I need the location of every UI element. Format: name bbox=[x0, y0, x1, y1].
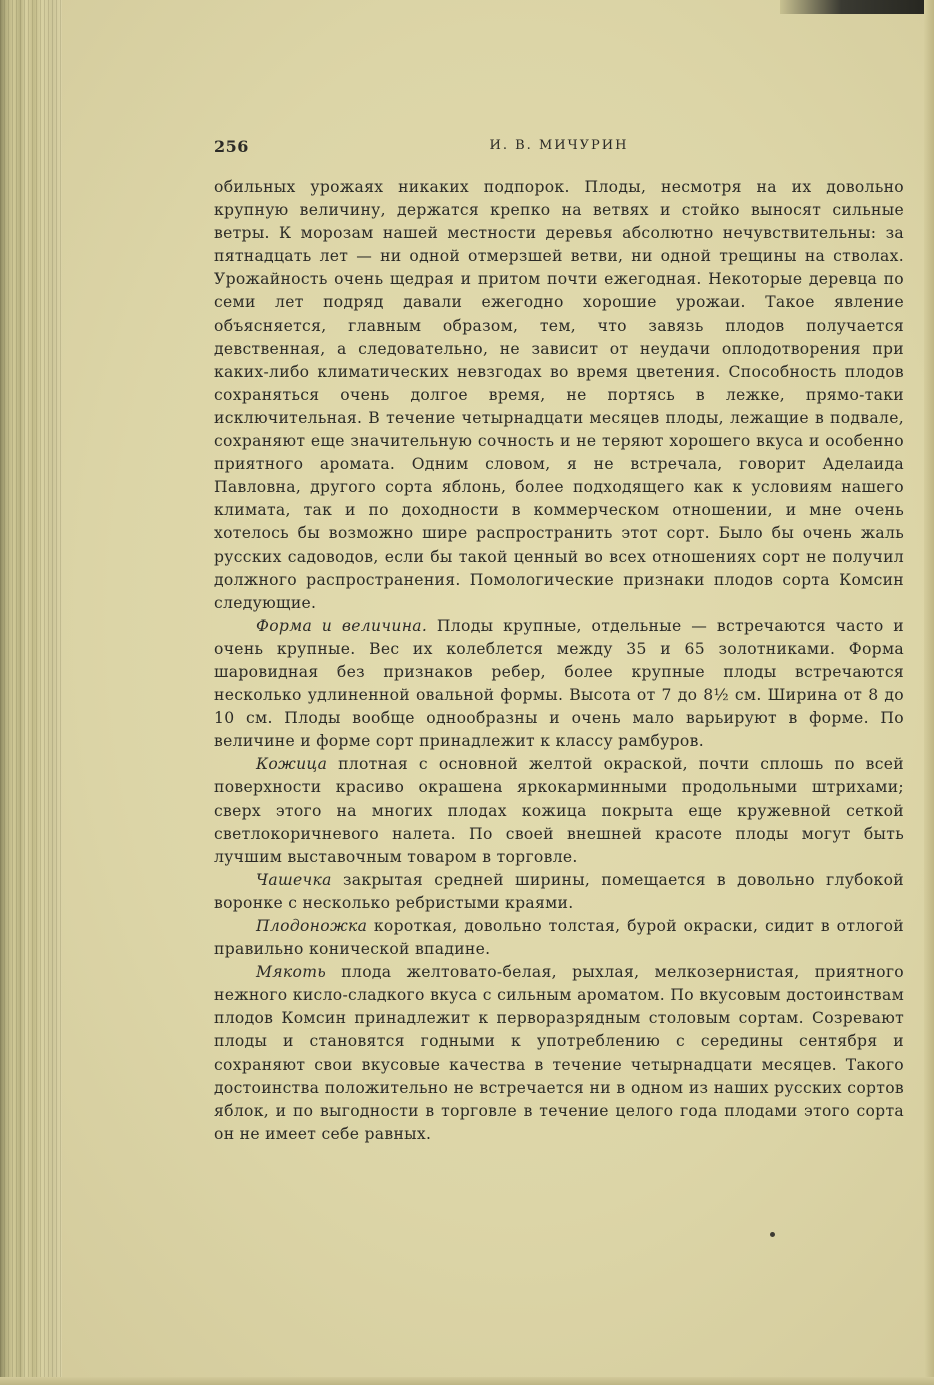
paragraph-shape-size bbox=[214, 615, 904, 754]
paragraph-lead: Кожица bbox=[256, 755, 328, 774]
binding-page-edges bbox=[0, 0, 62, 1385]
paragraph-lead: Плодоножка bbox=[256, 917, 368, 935]
paragraph-lead: Мякоть bbox=[256, 963, 327, 982]
ink-speck bbox=[770, 1232, 775, 1237]
paragraph-lead: Форма и величина. bbox=[256, 616, 428, 635]
page-header bbox=[214, 137, 904, 159]
running-title: И. В. МИЧУРИН bbox=[489, 138, 629, 153]
paragraph-lead: Чашечка bbox=[256, 870, 332, 889]
paragraph-text: закрытая средней ширины, помещается в довольно глубокой воронке с несколько ребристыми краями. bbox=[214, 870, 904, 912]
paragraph-continuation bbox=[214, 176, 904, 615]
paragraph-text: короткая, довольно толстая, бурой окраски, сидит в отлогой правильно конической впадине. bbox=[214, 917, 904, 959]
scan-shadow-bottom bbox=[0, 1377, 934, 1385]
paragraph-stalk bbox=[214, 915, 904, 961]
body-text bbox=[214, 176, 904, 1146]
paragraph-calyx bbox=[214, 869, 904, 915]
paragraph-skin bbox=[214, 753, 904, 868]
paragraph-text: плода желтовато-белая, рыхлая, мелкозернистая, приятного нежного кисло-сладкого вкуса с сильным ароматом. По вкусовым достоинствам плодов Комсин принадлежит к перворазрядным столовым сортам. Созревают плоды и становятся годными к употреблению с середины сентября и сохраняют свои вкусовые качества в течение четырнадцати месяцев. Такого достоинства положительно не встречается ни в одном из наших русских сортов яблок, и по выгодности в торговле в течение целого года плодами этого сорта он не имеет себе равных. bbox=[214, 963, 904, 1143]
scan-shadow-right bbox=[924, 0, 934, 1385]
page-number: 256 bbox=[214, 137, 249, 156]
scan-shadow-top bbox=[780, 0, 934, 14]
paragraph-text: плотная с основной желтой окраской, почти сплошь по всей поверхности красиво окрашена яркокарминными продольными штрихами; сверх этого на многих плодах кожица покрыта еще кружевной сеткой светлокоричневого налета. По своей внешней красоте плоды могут быть лучшим выставочным товаром в торговле. bbox=[214, 755, 904, 866]
paragraph-text: обильных урожаях никаких подпорок. Плоды, несмотря на их довольно крупную величину, держатся крепко на ветвях и стойко выносят сильные ветры. К морозам нашей местности деревья абсолютно нечувствительны: за пятнадцать лет — ни одной отмерзшей ветви, ни одной трещины на стволах. Урожайность очень щедрая и притом почти ежегодная. Некоторые деревца по семи лет подряд давали ежегодно хорошие урожаи. Такое явление объясняется, главным образом, тем, что завязь плодов получается девственная, а следовательно, не зависит от неудачи оплодотворения при каких-либо климатических невзгодах во время цветения. Способность плодов сохраняться очень долгое время, не портясь в лежке, прямо-таки исключительная. В течение четырнадцати месяцев плоды, лежащие в подвале, сохраняют еще значительную сочность и не теряют хорошего вкуса и особенно приятного аромата. Одним словом, я не встречала, говорит Аделаида Павловна, другого сорта яблонь, более подходящего как к условиям нашего климата, так и по доходности в коммерческом отношении, и мне очень хотелось бы возможно шире распространить этот сорт. Было бы очень жаль русских садоводов, если бы такой ценный во всех отношениях сорт не получил должного распространения. Помологические признаки плодов сорта Комсин следующие. bbox=[214, 178, 904, 612]
paragraph-text: Плоды крупные, отдельные — встречаются часто и очень крупные. Вес их колеблется между 35 и 65 золотниками. Форма шаровидная без признаков ребер, более крупные плоды встречаются несколько удлиненной овальной формы. Высота от 7 до 8½ см. Ширина от 8 до 10 см. Плоды вообще однообразны и очень мало варьируют в форме. По величине и форме сорт принадлежит к классу рамбуров. bbox=[214, 616, 904, 751]
paragraph-flesh bbox=[214, 961, 904, 1146]
